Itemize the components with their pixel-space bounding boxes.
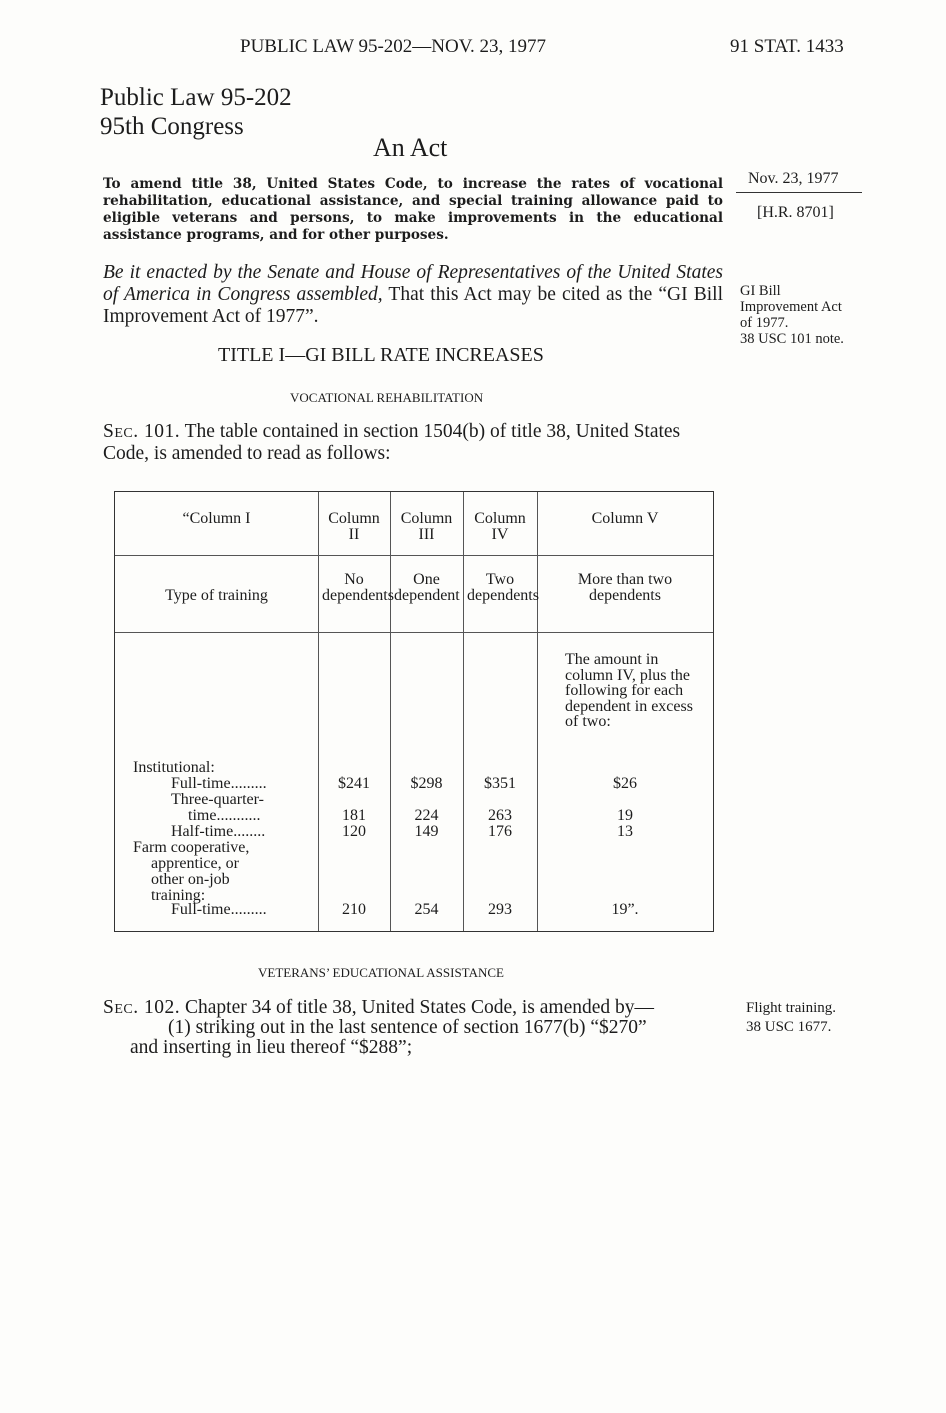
row-label (188, 808, 260, 824)
rate-value: 254 (414, 901, 439, 918)
table-divider (318, 492, 319, 931)
row-label: Farm cooperative, (133, 839, 250, 856)
long-title: To amend title 38, United States Code, to increase the rates of vocational rehabilitation, educational assistance, and special training allowance paid to eligible veterans and persons, to make improvements in the educational assistance programs, and for other purposes. (103, 176, 723, 243)
row-label: training: (151, 887, 206, 904)
sub-header: More than two dependents (577, 571, 673, 604)
rate-value: $298 (410, 775, 443, 792)
leader-dots: ........... (216, 807, 261, 824)
margin-usc-note: 38 USC 101 note. (740, 331, 844, 347)
column-header: Column III (400, 510, 453, 543)
rate-value: 19 (617, 807, 633, 824)
section-text: The table contained in section 1504(b) of title 38, United States Code, is amended to read as follows: (103, 421, 681, 464)
table-divider (390, 492, 391, 931)
rate-value: 181 (342, 807, 366, 824)
sub-heading-vocational: VOCATIONAL REHABILITATION (290, 390, 484, 405)
sub-header: Two dependents (467, 571, 539, 604)
section-text: Chapter 34 of title 38, United States Code, is amended by— (180, 997, 654, 1018)
rate-value: 293 (488, 901, 512, 918)
rate-value: $26 (613, 775, 637, 792)
table-divider (537, 492, 538, 931)
column-header: Column V (591, 510, 659, 527)
section-102-item: (1) striking out in the last sentence of section 1677(b) “$270” (168, 1017, 647, 1038)
margin-short-title-line: Improvement Act (740, 299, 842, 315)
rate-value: 224 (414, 807, 439, 824)
leader-dots: ......... (230, 775, 267, 792)
margin-short-title-line: GI Bill (740, 283, 781, 299)
margin-short-title-line: of 1977. (740, 315, 789, 331)
row-label: Institutional: (133, 759, 215, 776)
row-label-text: Full-time (171, 901, 231, 918)
row-label (171, 824, 265, 840)
rate-value: 149 (414, 823, 439, 840)
row-label-text: time (188, 807, 217, 824)
enacting-italic: Be it enacted by the Senate and House of Representatives of the United States of America in Congress assembled, (103, 262, 723, 305)
title-heading: TITLE I—GI BILL RATE INCREASES (218, 344, 544, 366)
running-header: PUBLIC LAW 95-202—NOV. 23, 1977 (240, 36, 547, 57)
column-header: Column II (328, 510, 380, 543)
sub-header: No dependents (322, 571, 394, 604)
rate-value: $351 (484, 775, 516, 792)
row-label (171, 776, 267, 792)
leader-dots: ........ (233, 823, 266, 840)
section-102 (103, 997, 730, 1058)
rate-value: 120 (342, 823, 366, 840)
section-102-item-cont: and inserting in lieu thereof “$288”; (130, 1037, 413, 1058)
rate-value: $241 (338, 775, 370, 792)
table-divider (115, 555, 713, 556)
rate-value: 19”. (611, 901, 639, 918)
sub-header: One dependent (394, 571, 460, 604)
column-header: “Column I (182, 510, 251, 527)
row-label: Three-quarter- (171, 791, 264, 808)
margin-flight-training: Flight training. (746, 1000, 836, 1016)
section-102-line (103, 998, 730, 1018)
enacting-clause (103, 262, 723, 328)
statute-page-number: 91 STAT. 1433 (730, 36, 844, 57)
section-label: Sec. 102. (103, 997, 181, 1018)
rate-value: 176 (488, 823, 512, 840)
enacting-text: That this Act may be cited as the “GI Bill Improvement Act of 1977”. (103, 284, 724, 327)
act-heading: An Act (373, 133, 448, 162)
rate-value: 263 (488, 807, 512, 824)
section-label: Sec. 101. (103, 421, 181, 442)
rate-table (114, 491, 714, 932)
law-number: Public Law 95-202 (100, 84, 292, 111)
sub-header: Type of training (165, 587, 268, 604)
row-label (171, 902, 267, 918)
row-label-text: Full-time (171, 775, 231, 792)
congress-label: 95th Congress (100, 113, 244, 140)
column-header: Column IV (474, 510, 526, 543)
section-101 (103, 421, 723, 465)
margin-date: Nov. 23, 1977 (748, 170, 839, 187)
rate-value: 13 (617, 823, 633, 840)
leader-dots: ......... (230, 901, 267, 918)
margin-usc-1677: 38 USC 1677. (746, 1019, 832, 1035)
rate-value: 210 (342, 901, 366, 918)
table-divider (115, 632, 713, 633)
row-label-text: Half-time (171, 823, 234, 840)
row-label: other on-job (151, 871, 230, 888)
column-five-note: The amount in column IV, plus the following for each dependent in excess of two: (565, 651, 693, 730)
row-label: apprentice, or (151, 855, 239, 872)
margin-rule (736, 192, 862, 193)
table-divider (463, 492, 464, 931)
margin-bill-number: [H.R. 8701] (757, 204, 834, 221)
sub-heading-veterans: VETERANS’ EDUCATIONAL ASSISTANCE (258, 965, 504, 980)
margin-short-title (740, 283, 870, 347)
